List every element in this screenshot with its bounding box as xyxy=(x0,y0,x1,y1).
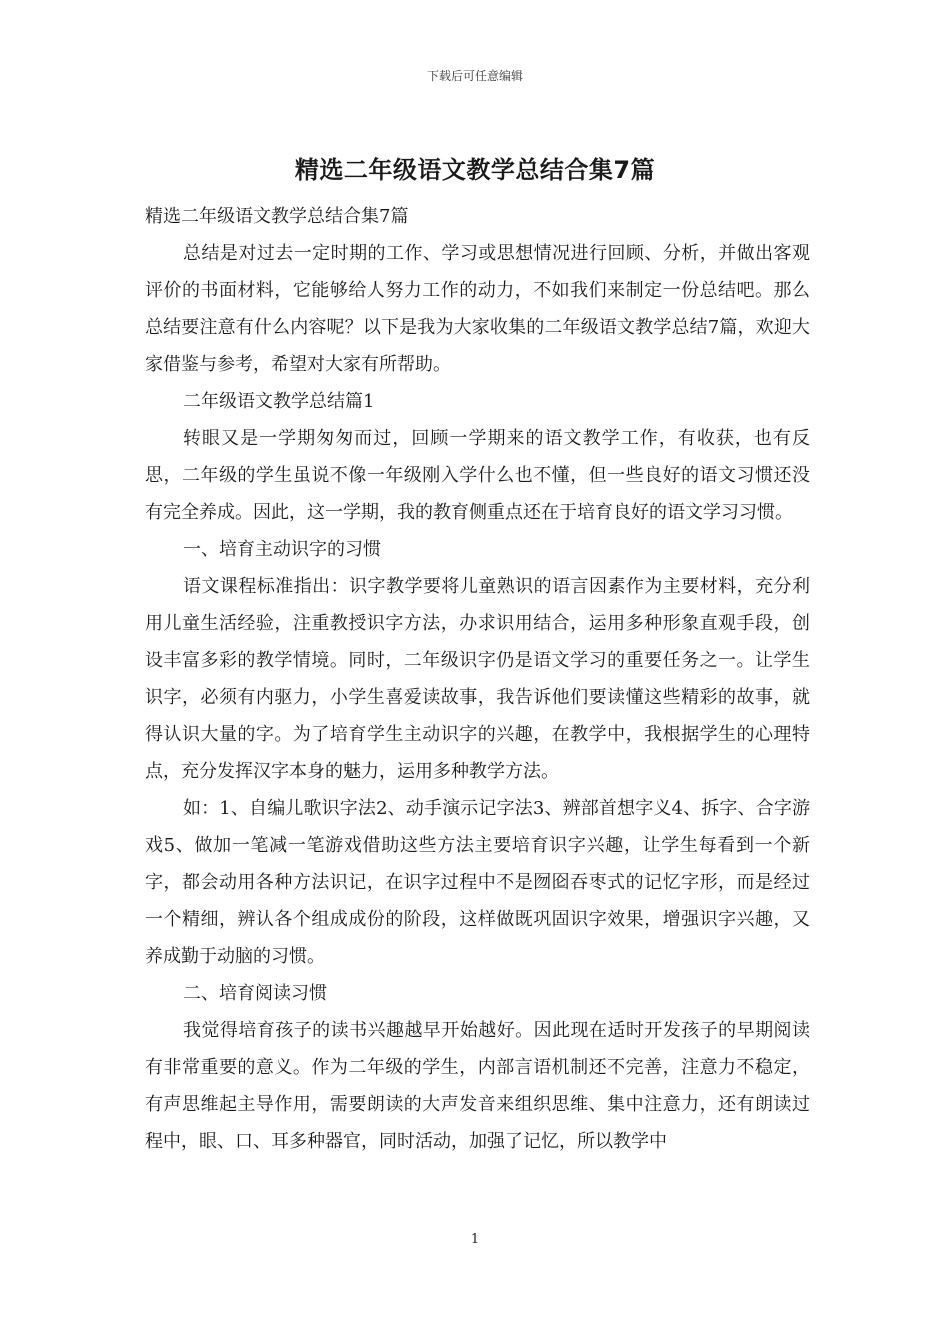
paragraph-subtitle: 精选二年级语文教学总结合集7篇 xyxy=(145,206,409,227)
paragraph: 如：1、自编儿歌识字法2、动手演示记字法3、辨部首想字义4、拆字、合字游戏5、做加一笔减一笔游戏借助这些方法主要培育识字兴趣，让学生每看到一个新字，都会动用各种方法识记，在识字过程中不是囫囵吞枣式的记忆字形，而是经过一个精细，辨认各个组成成份的阶段，这样做既巩固识字效果，增强识字兴趣，又养成勤于动脑的习惯。 xyxy=(145,798,810,967)
document-body xyxy=(145,198,810,1160)
page-number: 1 xyxy=(470,1232,480,1247)
paragraph: 语文课程标准指出：识字教学要将儿童熟识的语言因素作为主要材料，充分利用儿童生活经验，注重教授识字方法，办求识用结合，运用多种形象直观手段，创设丰富多彩的教学情境。同时，二年级识字仍是语文学习的重要任务之一。让学生识字，必须有内驱力，小学生喜爱读故事，我告诉他们要读懂这些精彩的故事，就得认识大量的字。为了培育学生主动识字的兴趣，在教学中，我根据学生的心理特点，充分发挥汉字本身的魅力，运用多种教学方法。 xyxy=(145,576,810,782)
section-heading: 二年级语文教学总结篇1 xyxy=(183,391,375,412)
paragraph: 转眼又是一学期匆匆而过，回顾一学期来的语文教学工作，有收获，也有反思，二年级的学生虽说不像一年级刚入学什么也不懂，但一些良好的语文习惯还没有完全养成。因此，这一学期，我的教育侧重点还在于培育良好的语文学习习惯。 xyxy=(145,428,810,523)
section-heading: 一、培育主动识字的习惯 xyxy=(183,539,381,560)
page-header: 下载后可任意编辑 xyxy=(426,69,523,83)
section-heading: 二、培育阅读习惯 xyxy=(183,983,327,1004)
paragraph: 总结是对过去一定时期的工作、学习或思想情况进行回顾、分析，并做出客观评价的书面材料，它能够给人努力工作的动力，不如我们来制定一份总结吧。那么总结要注意有什么内容呢？以下是我为大家收集的二年级语文教学总结7篇，欢迎大家借鉴与参考，希望对大家有所帮助。 xyxy=(145,243,810,375)
paragraph: 我觉得培育孩子的读书兴趣越早开始越好。因此现在适时开发孩子的早期阅读有非常重要的意义。作为二年级的学生，内部言语机制还不完善，注意力不稳定，有声思维起主导作用，需要朗读的大声发音来组织思维、集中注意力，还有朗读过程中，眼、口、耳多种器官，同时活动，加强了记忆，所以教学中 xyxy=(145,1020,810,1152)
document-title: 精选二年级语文教学总结合集7篇 xyxy=(294,156,656,184)
